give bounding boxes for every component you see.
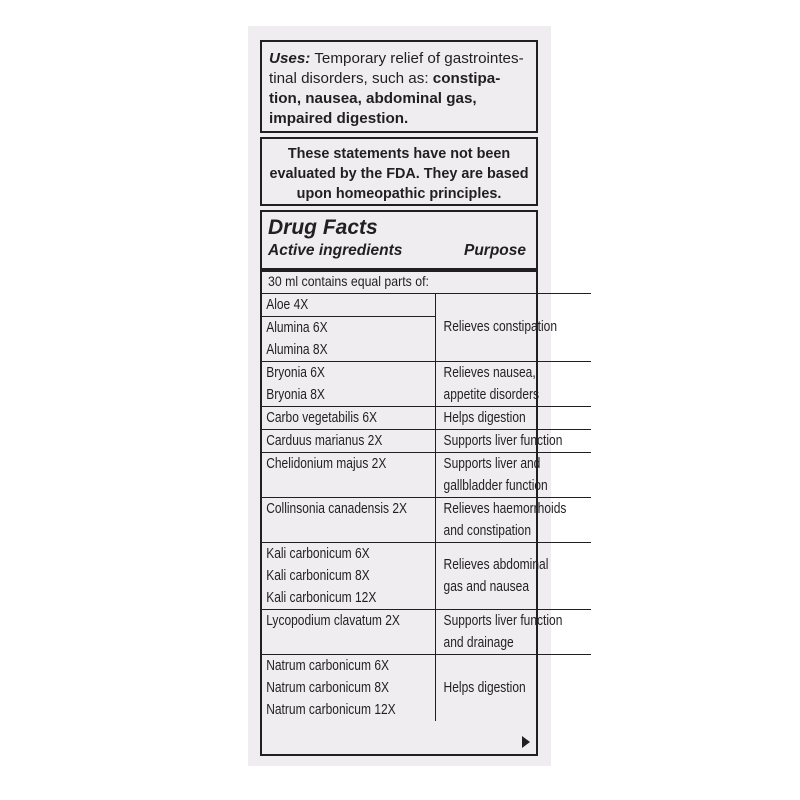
ingredient-name: Natrum carbonicum 12X <box>266 702 396 718</box>
purpose-text: Relieves haemorrhoids <box>443 501 567 517</box>
play-arrow-icon <box>522 736 530 748</box>
ingredient-cell <box>262 610 435 655</box>
ingredient-name: Alumina 8X <box>266 342 328 358</box>
purpose-cell <box>435 610 591 655</box>
ingredient-name: Kali carbonicum 6X <box>266 546 370 562</box>
purpose-text: Relieves nausea, <box>443 365 536 381</box>
fda-line-3: upon homeopathic principles. <box>296 186 502 202</box>
ingredient-cell <box>262 543 435 610</box>
ingredient-name: Collinsonia canadensis 2X <box>266 501 408 517</box>
purpose-cell <box>435 655 591 722</box>
ingredient-name: Aloe 4X <box>266 297 309 313</box>
ingredient-name: Lycopodium clavatum 2X <box>266 613 400 629</box>
ingredient-name: Carbo vegetabilis 6X <box>266 410 378 426</box>
drug-facts-box <box>260 210 567 756</box>
ingredient-name: Carduus marianus 2X <box>266 433 383 449</box>
fda-line-1: These statements have not been <box>287 146 511 162</box>
purpose-cell <box>435 498 591 543</box>
fda-disclaimer-box <box>260 137 538 206</box>
purpose-text: Relieves abdominal <box>443 557 549 573</box>
purpose-text: gallbladder function <box>443 478 548 494</box>
purpose-text: gas and nausea <box>443 579 529 595</box>
ingredient-name: Kali carbonicum 8X <box>266 568 370 584</box>
ingredient-cell <box>262 407 435 430</box>
purpose-cell <box>435 362 591 407</box>
ingredient-row <box>262 498 591 543</box>
drug-facts-title: Drug Facts <box>268 216 378 239</box>
ingredient-row <box>262 430 591 453</box>
uses-box <box>260 40 538 133</box>
purpose-text: and constipation <box>443 523 531 539</box>
heavy-divider <box>262 268 536 272</box>
uses-text <box>269 49 529 129</box>
ingredient-row <box>262 362 591 407</box>
purpose-text: appetite disorders <box>443 387 539 403</box>
ingredient-row <box>262 655 591 722</box>
ingredient-row <box>262 543 591 610</box>
purpose-cell <box>435 407 591 430</box>
purpose-cell <box>435 294 591 362</box>
ingredient-cell <box>262 362 435 407</box>
purpose-text: Relieves constipation <box>443 319 557 335</box>
ingredient-name: Alumina 6X <box>266 320 328 336</box>
ingredients-table <box>262 293 591 721</box>
ingredient-row <box>262 453 591 498</box>
ingredient-cell <box>262 655 435 722</box>
fda-text <box>268 144 530 204</box>
purpose-text: Helps digestion <box>443 680 526 696</box>
purpose-cell <box>435 430 591 453</box>
uses-line-3: tion, nausea, abdominal gas, <box>269 90 477 107</box>
ingredient-subgroup <box>262 316 435 361</box>
ingredient-name: Chelidonium majus 2X <box>266 456 387 472</box>
purpose-heading: Purpose <box>463 242 526 259</box>
ingredient-name: Kali carbonicum 12X <box>266 590 377 606</box>
purpose-cell <box>435 453 591 498</box>
fda-line-2: evaluated by the FDA. They are based <box>269 166 529 182</box>
active-ingredients-heading: Active ingredients <box>268 242 403 259</box>
purpose-text: Supports liver function <box>443 613 563 629</box>
ingredient-cell <box>262 294 435 362</box>
ingredient-cell <box>262 430 435 453</box>
ingredient-name: Natrum carbonicum 8X <box>266 680 390 696</box>
purpose-cell <box>435 543 591 610</box>
uses-line-2-bold: constipa- <box>432 70 501 87</box>
ingredient-cell <box>262 453 435 498</box>
purpose-text: and drainage <box>443 635 514 651</box>
contains-statement: 30 ml contains equal parts of: <box>268 273 429 289</box>
ingredient-name: Bryonia 8X <box>266 387 325 403</box>
ingredient-row <box>262 407 591 430</box>
purpose-text: Helps digestion <box>443 410 526 426</box>
ingredient-name: Natrum carbonicum 6X <box>266 658 390 674</box>
uses-line-2: tinal disorders, such as: <box>269 70 433 87</box>
ingredient-row <box>262 610 591 655</box>
drug-facts-subheader <box>268 242 528 260</box>
uses-line-1: Temporary relief of gastrointes- <box>310 50 524 67</box>
ingredient-row <box>262 294 591 362</box>
uses-line-4: impaired digestion. <box>269 110 409 127</box>
purpose-text: Supports liver function <box>443 433 563 449</box>
ingredient-name: Bryonia 6X <box>266 365 325 381</box>
ingredient-cell <box>262 498 435 543</box>
purpose-text: Supports liver and <box>443 456 541 472</box>
uses-heading: Uses: <box>269 50 311 67</box>
